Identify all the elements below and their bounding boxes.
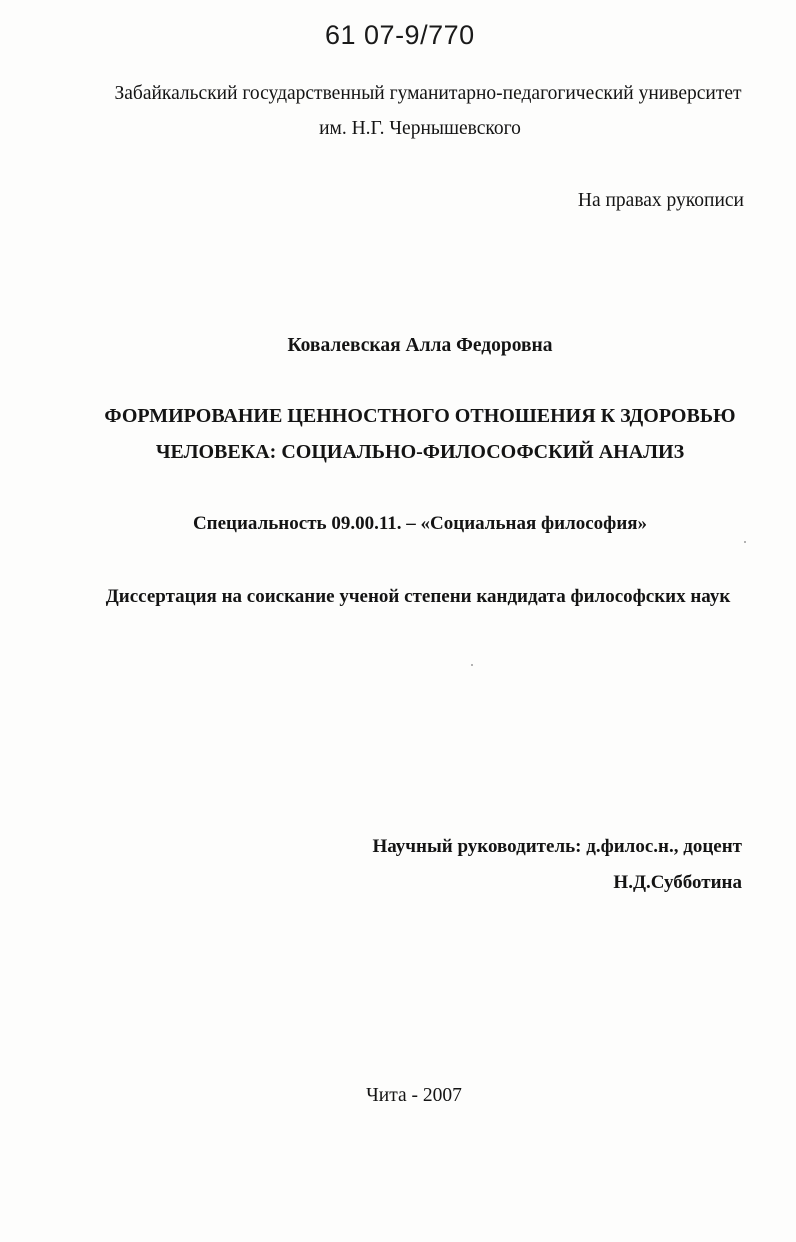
scan-speck (744, 541, 746, 543)
thesis-title-line-1: ФОРМИРОВАНИЕ ЦЕННОСТНОГО ОТНОШЕНИЯ К ЗДОРОВЬЮ (104, 405, 736, 427)
dissertation-degree-line: Диссертация на соискание ученой степени кандидата философских наук (105, 586, 731, 607)
author-name: Ковалевская Алла Федоровна (287, 335, 553, 356)
university-name-continued: им. Н.Г. Чернышевского (319, 118, 521, 139)
city-and-year: Чита - 2007 (366, 1085, 462, 1106)
archive-stamp-number: 61 07-9/770 (325, 20, 475, 50)
specialty-line: Специальность 09.00.11. – «Социальная философия» (192, 513, 648, 534)
supervisor-title: Научный руководитель: д.филос.н., доцент (372, 836, 742, 857)
thesis-title-line-2: ЧЕЛОВЕКА: СОЦИАЛЬНО-ФИЛОСОФСКИЙ АНАЛИЗ (155, 441, 685, 463)
supervisor-name: Н.Д.Субботина (613, 872, 742, 893)
manuscript-rights-note: На правах рукописи (577, 190, 744, 211)
scan-speck (471, 664, 473, 666)
university-name: Забайкальский государственный гуманитарно-педагогический университет (114, 83, 742, 104)
